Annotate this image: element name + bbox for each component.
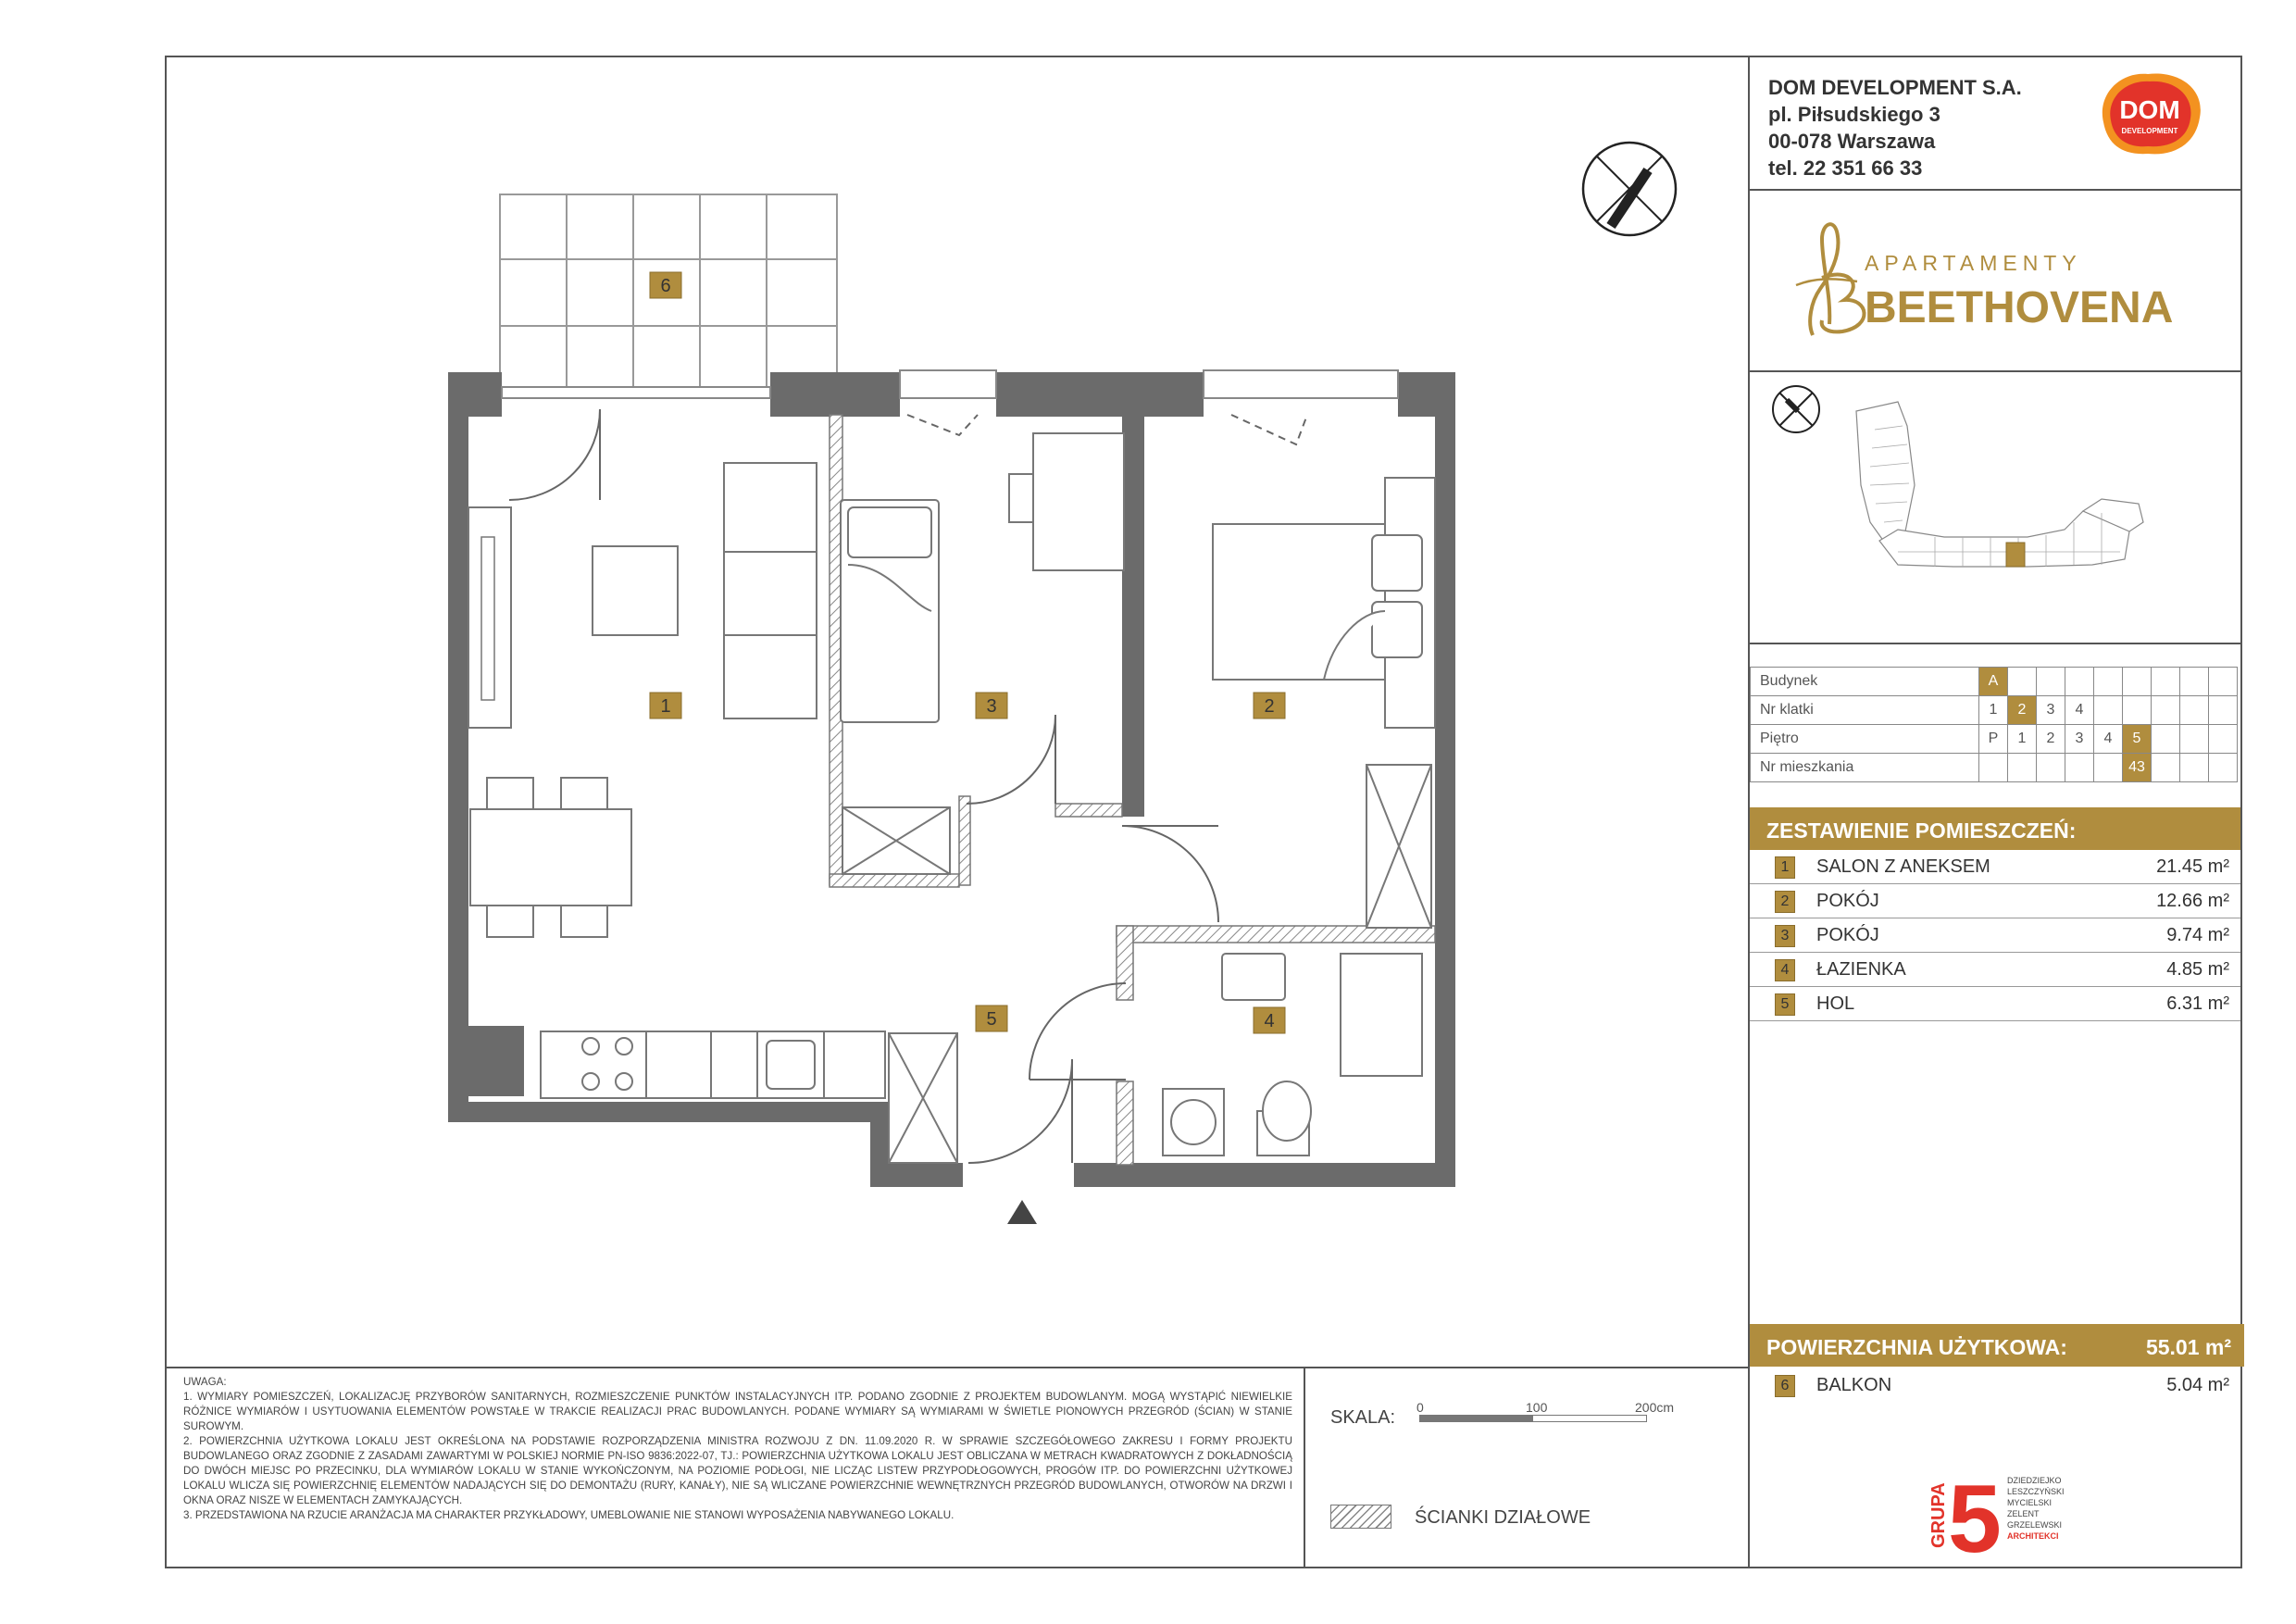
architect-number: 5 [1948,1472,2002,1565]
keyplan-apartment-highlight [2006,543,2025,567]
architect-group: GRUPA [1928,1482,1949,1548]
list-item [1750,987,2240,1021]
company-city: 00-078 Warszawa [1768,130,1936,153]
brand-top: APARTAMENTY [1865,251,2082,275]
scale-bar-fill [1420,1416,1533,1421]
entrance-arrow-icon [1007,1200,1037,1224]
info-row-staircase [1751,696,2238,725]
architect-name: DZIEDZIEJKO [2007,1476,2062,1485]
room-area: 4.85 m² [2166,959,2229,980]
room-number: 3 [1775,925,1795,947]
info-label: Piętro [1751,725,1979,754]
plan-label-3: 3 [986,696,997,717]
company-name: DOM DEVELOPMENT S.A. [1768,76,2022,99]
room-name: POKÓJ [1816,891,1879,911]
room-name: POKÓJ [1816,925,1879,945]
info-cell: 43 [2123,754,2152,782]
brand-divider [1748,370,2242,372]
info-cell: 2 [2037,725,2065,754]
brand-monogram-icon [1796,224,1865,335]
total-area-label: POWIERZCHNIA UŻYTKOWA: [1766,1335,2067,1359]
architect-logo [1922,1472,2107,1565]
keyplan-divider [1748,643,2242,644]
info-label: Nr mieszkania [1751,754,1979,782]
project-brand [1787,213,2231,343]
scale-label: SKALA: [1330,1407,1396,1428]
info-row-apartment [1751,754,2238,782]
info-cell: 3 [2037,696,2065,725]
architect-name: ZELENT [2007,1509,2040,1518]
scale-tick: 100 [1526,1400,1548,1415]
dom-development-logo [2092,67,2209,159]
plan-label-4: 4 [1264,1011,1275,1031]
total-area-bar [1750,1324,2244,1367]
list-item [1750,884,2240,918]
room-number: 4 [1775,959,1795,981]
room-name: ŁAZIENKA [1816,959,1906,980]
architect-name: GRZELEWSKI [2007,1520,2063,1530]
scale-tick: 200cm [1635,1400,1675,1415]
info-label: Budynek [1751,668,1979,696]
info-cell: 1 [2008,725,2037,754]
info-row-building [1751,668,2238,696]
info-cell: 3 [2065,725,2094,754]
rooms-header [1750,807,2240,850]
rooms-list [1750,850,2240,1021]
room-name: HOL [1816,993,1855,1014]
info-cell: 2 [2008,696,2037,725]
notes-scale-divider [1304,1367,1305,1568]
list-item [1750,850,2240,884]
logo-subtext: DEVELOPMENT [2121,127,2178,135]
plan-label-5: 5 [986,1009,997,1030]
info-cell: 1 [1979,696,2008,725]
info-cell: A [1979,668,2008,696]
plan-label-6: 6 [660,276,671,296]
scale-bar [1419,1415,1647,1422]
notes-divider [165,1367,1750,1368]
brand-main: BEETHOVENA [1865,283,2174,332]
partition-wall-label: ŚCIANKI DZIAŁOWE [1415,1507,1591,1528]
key-plan [1750,374,2240,641]
company-info [1768,74,2022,181]
room-area: 21.45 m² [2156,856,2229,877]
plan-label-2: 2 [1264,696,1275,717]
architect-name: LESZCZYŃSKI [2007,1487,2065,1496]
room-area: 6.31 m² [2166,993,2229,1014]
note-item: 1. WYMIARY POMIESZCZEŃ, LOKALIZACJĘ PRZYBORÓW SANITARNYCH, ROZMIESZCZENIE PUNKTÓW INSTALACYJNYCH ITP. PODANO ZGODNIE Z PROJEKTEM BUDOWLANYM. MOGĄ WYSTĄPIĆ NIEWIELKIE RÓŻNICE WYMIARÓW I USYTUOWANIA ELEMENTÓW POWSTAŁE W TRAKCIE REALIZACJI PRAC BUDOWLANYCH. PODANE WYMIARY SĄ WYMIARAMI W ŚWIETLE PIONOWYCH PRZEGRÓD (ŚCIAN) W STANIE SUROWYM. [183,1391,1292,1432]
note-item: 2. POWIERZCHNIA UŻYTKOWA LOKALU JEST OKREŚLONA NA PODSTAWIE ROZPORZĄDZENIA MINISTRA ROZWOJU Z DN. 11.09.2020 R. W SPRAWIE SZCZEGÓŁOWEGO ZAKRESU I FORMY PROJEKTU BUDOWLANEGO ORAZ ZGODNIE Z ZASADAMI ZAWARTYMI W POLSKIEJ NORMIE PN-ISO 9836:2022-07, TJ.: POWIERZCHNIA UŻYTKOWA LOKALU JEST OBLICZANA W METRACH KWADRATOWYCH Z DOKŁADNOŚCIĄ DO DWÓCH MIEJSC PO PRZECINKU, DLA WYMIARÓW LOKALU W STANIE WYKOŃCZONYM, NA POZIOMIE PODŁOGI, NIE LICZĄC LISTEW PRZYPODŁOGOWYCH, PROGÓW ITP. DO POWIERZCHNI UŻYTKOWEJ LOKALU WLICZA SIĘ POWIERZCHNIĘ ELEMENTÓW NADAJĄCYCH SIĘ DO DEMONTAŻU (RURY, KANAŁY), NIE SĄ WLICZANE POWIERZCHNIE WEWNĘTRZNYCH PRZEGRÓD BUDOWLANYCH, OTWORÓW NA DRZWI I OKNA ORAZ NISZE W ELEMENTACH ZAMYKAJĄCYCH. [183,1435,1292,1506]
total-area-value: 55.01 m² [2145,1335,2231,1359]
header-divider [1748,189,2242,191]
info-label: Nr klatki [1751,696,1979,725]
company-street: pl. Piłsudskiego 3 [1768,103,1940,126]
info-cell: P [1979,725,2008,754]
rooms-header-text: ZESTAWIENIE POMIESZCZEŃ: [1766,818,2077,843]
room-number: 6 [1775,1375,1795,1397]
note-item: 3. PRZEDSTAWIONA NA RZUCIE ARANŻACJA MA CHARAKTER PRZYKŁADOWY, UMEBLOWANIE NIE STANOWI WYPOSAŻENIA NABYWANEGO LOKALU. [183,1509,955,1521]
partition-wall-swatch [1330,1505,1391,1529]
architect-name: MYCIELSKI [2007,1498,2053,1507]
logo-text: DOM [2119,95,2180,124]
info-row-floor [1751,725,2238,754]
room-area: 9.74 m² [2166,925,2229,945]
room-area: 12.66 m² [2156,891,2229,911]
keyplan-north-arrow-icon [1773,386,1819,432]
apartment-info-table [1750,667,2238,782]
room-number: 2 [1775,891,1795,913]
company-phone: tel. 22 351 66 33 [1768,156,1923,180]
room-number: 5 [1775,993,1795,1016]
architect-name: ARCHITEKCI [2007,1531,2059,1541]
notes [183,1375,1292,1523]
list-item [1750,953,2240,987]
room-number: 1 [1775,856,1795,879]
info-cell: 4 [2094,725,2123,754]
scale-tick: 0 [1416,1400,1424,1415]
list-item [1750,918,2240,953]
room-area: 5.04 m² [2166,1375,2229,1395]
plan-label-1: 1 [660,696,671,717]
room-name: BALKON [1816,1375,1892,1395]
room-name: SALON Z ANEKSEM [1816,856,1990,877]
info-cell: 5 [2123,725,2152,754]
balcony-row [1750,1368,2240,1402]
info-cell: 4 [2065,696,2094,725]
notes-title: UWAGA: [183,1376,227,1388]
